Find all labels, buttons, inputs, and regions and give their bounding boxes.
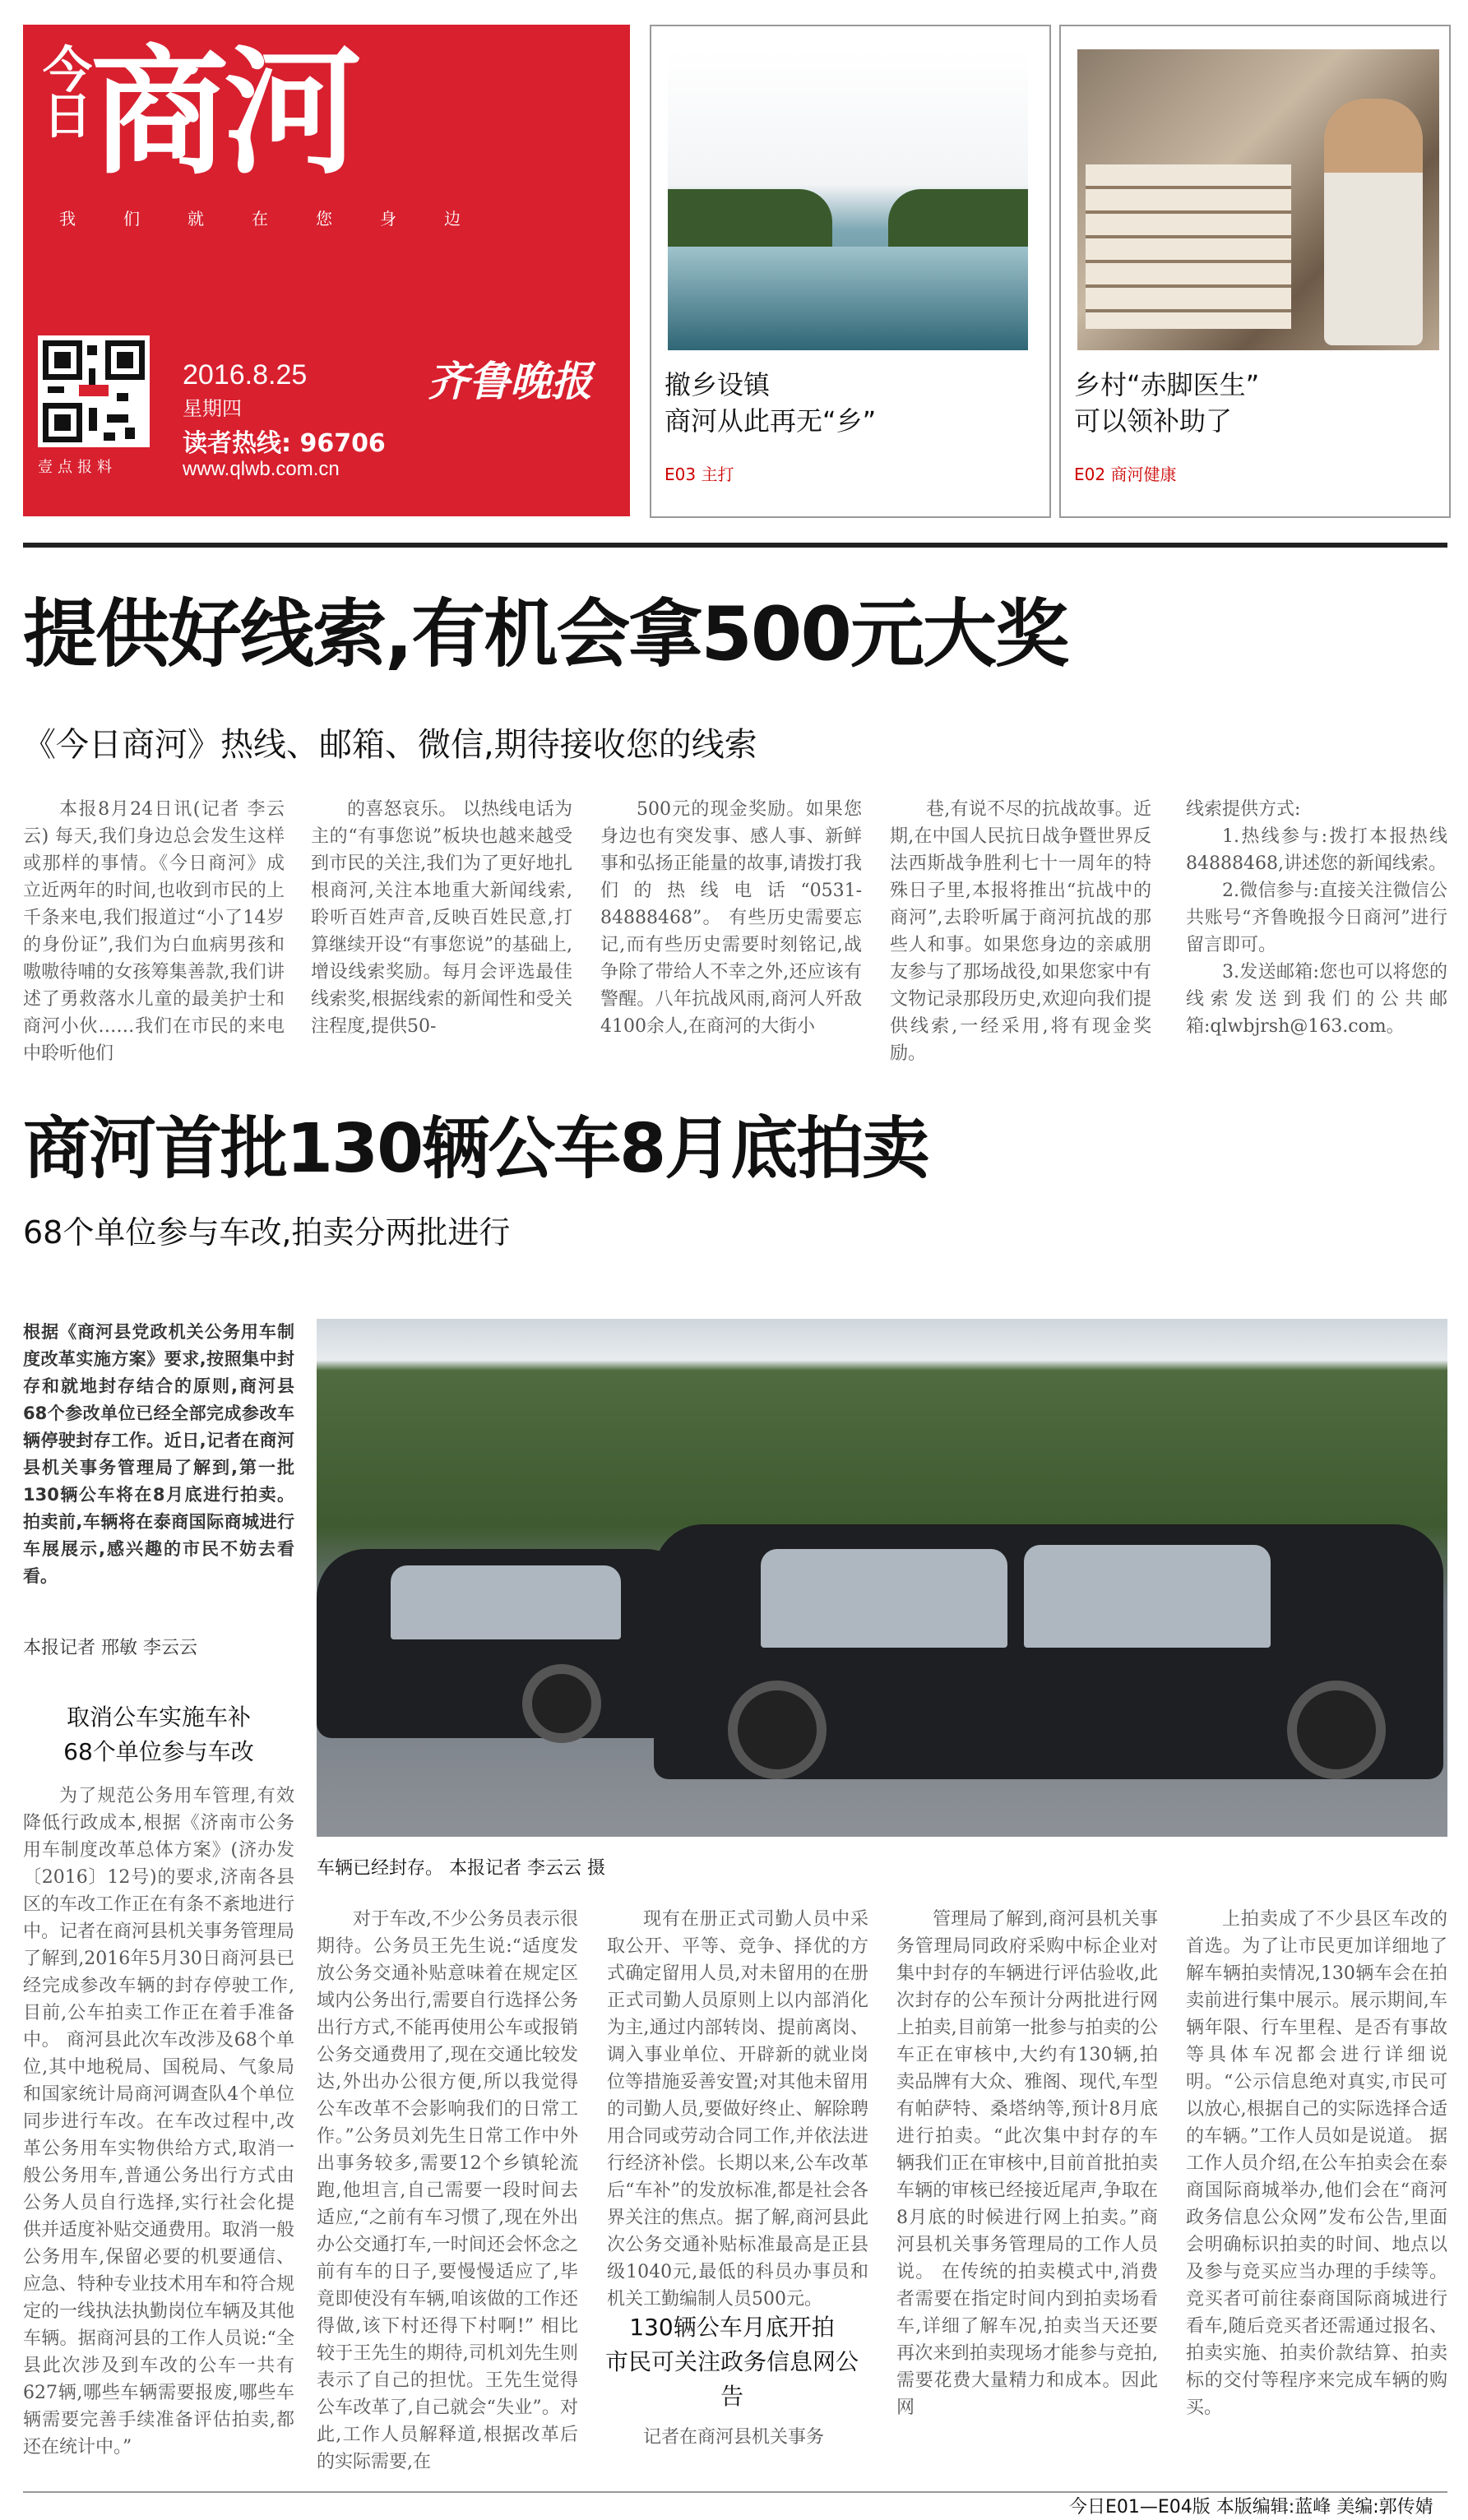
- article2-subhead: 68个单位参与车改,拍卖分两批进行: [23, 1214, 511, 1251]
- article1-col3-text: 500元的现金奖励。如果您身边也有突发事、感人事、新鲜事和弘扬正能量的故事,请拨打我们的热线电话“0531-84888468”。 有些历史需要忘记,而有些历史需要时刻铭记,战争除了带给人不幸之外,还应该有警醒。八年抗战风雨,商河人歼敌4100余人,在商河的大街小: [600, 799, 862, 1037]
- teaser-title-line1: 撤乡设镇: [665, 369, 771, 400]
- car-front-wheel-1: [728, 1681, 827, 1779]
- article1-col2: [311, 796, 572, 1067]
- teaser-page-tag: E03 主打: [665, 465, 734, 484]
- article1-col4: [890, 796, 1151, 1067]
- issue-date: 2016.8.25: [183, 359, 308, 391]
- qr-code-icon: [38, 335, 150, 447]
- qr-label: 壹点报料: [38, 459, 117, 476]
- article2-col-a: [23, 1782, 294, 2481]
- masthead-title: 商河: [90, 32, 357, 193]
- article2-col-c-tail-text: 记者在商河县机关事务: [643, 2427, 825, 2448]
- section-heading-car-reform: 取消公车实施车补 68个单位参与车改: [63, 1704, 254, 1765]
- car-front-window-rear: [1024, 1545, 1271, 1648]
- article1-col5: [1186, 796, 1447, 1067]
- clue-method-email: 3.发送邮箱:您也可以将您的线索发送到我们的公共邮箱:qlwbjrsh@163.com。: [1186, 962, 1447, 1037]
- article2-col-e: [1186, 1906, 1447, 2481]
- article2-intro: 根据《商河县党政机关公务用车制度改革实施方案》要求,按照集中封存和就地封存结合的原则,商河县68个参改单位已经全部完成参改车辆停驶封存工作。近日,记者在商河县机关事务管理局了解到,第一批130辆公车将在8月底进行拍卖。拍卖前,车辆将在泰商国际商城进行车展展示,感兴趣的市民不妨去看看。: [23, 1322, 294, 1586]
- river-photo: [668, 49, 1028, 350]
- teaser-title-line2: 可以领补助了: [1074, 405, 1233, 437]
- clue-method-wechat: 2.微信参与:直接关注微信公共账号“齐鲁晚报今日商河”进行留言即可。: [1186, 881, 1447, 955]
- car-left-wheel: [522, 1664, 601, 1743]
- issue-weekday: 星期四: [183, 397, 242, 420]
- article1-col1: [23, 796, 285, 1067]
- article2-col-c: [607, 1906, 868, 2310]
- section-divider: [23, 543, 1447, 548]
- car-front-window: [761, 1549, 1007, 1648]
- reader-hotline: 读者热线: 96706: [183, 429, 386, 458]
- article2-col-c-tail: [607, 2424, 868, 2481]
- masthead-slogan: 我们就在您身边: [59, 209, 508, 229]
- article2-col-c-text: 现有在册正式司勤人员中采取公开、平等、竞争、择优的方式确定留用人员,对未留用的在册正式司勤人员原则上以内部消化为主,通过内部转岗、提前离岗、调入事业单位、开辟新的就业岗位等措施妥善安置;对其他未留用的司勤人员,要做好终止、解除聘用合同或劳动合同工作,并依法进行经济补偿。长期以来,公车改革后“车补”的发放标准,都是社会各界关注的焦点。据了解,商河县此次公务交通补贴标准最高是正县级1040元,最低的科员办事员和机关工勤编制人员500元。: [607, 1909, 868, 2310]
- article2-col-d: [896, 1906, 1158, 2481]
- doctor-photo: [1077, 49, 1439, 350]
- photo-caption: 车辆已经封存。 本报记者 李云云 摄: [317, 1858, 605, 1879]
- masthead-jinri: 今日: [43, 42, 92, 146]
- car-left-window: [391, 1565, 621, 1639]
- brand-logo: 齐鲁晚报: [428, 357, 592, 405]
- clue-method-hotline: 1.热线参与:拨打本报热线84888468,讲述您的新闻线索。: [1186, 826, 1447, 874]
- teaser-title-line1: 乡村“赤脚医生”: [1074, 369, 1260, 400]
- teaser-river[interactable]: [650, 25, 1051, 518]
- article2-byline: 本报记者 邢敏 李云云: [23, 1638, 197, 1658]
- clue-methods-title: 线索提供方式:: [1186, 799, 1301, 820]
- sealed-cars-photo: [317, 1319, 1447, 1837]
- article2-col-e-text: 上拍卖成了不少县区车改的首选。为了让市民更加详细地了解车辆拍卖情况,130辆车会在拍卖前进行集中展示。展示期间,车辆年限、行车里程、是否有事故等具体车况都会进行详细说明。“公示信息绝对真实,市民可以放心,根据自己的实际选择合适的车辆。”工作人员如是说道。 据工作人员介绍,在公车拍卖会在泰商国际商城举办,他们会在“商河政务信息公众网”发布公告,里面会明确标识拍卖的时间、地点以及参与竞买应当办理的手续等。竞买者可前往泰商国际商城进行看车,随后竞买者还需通过报名、拍卖实施、拍卖价款结算、拍卖标的交付等程序来完成车辆的购买。: [1186, 1909, 1447, 2418]
- medicine-shelf: [1086, 164, 1291, 329]
- article1-subhead: 《今日商河》热线、邮箱、微信,期待接收您的线索: [23, 726, 757, 764]
- section-heading-auction: 130辆公车月底开拍 市民可关注政务信息网公告: [604, 2314, 859, 2410]
- article1-col4-text: 巷,有说不尽的抗战故事。近期,在中国人民抗日战争暨世界反法西斯战争胜利七十一周年的特殊日子里,本报将推出“抗战中的商河”,去聆听属于商河抗战的那些人和事。如果您身边的亲戚朋友参与了那场战役,如果您家中有文物记录那段历史,欢迎向我们提供线索,一经采用,将有现金奖励。: [890, 799, 1151, 1064]
- river-water: [668, 247, 1028, 350]
- car-front-wheel-2: [1287, 1681, 1386, 1779]
- article1-col1-text: 本报8月24日讯(记者 李云云) 每天,我们身边总会发生这样或那样的事情。《今日商河》成立近两年的时间,也收到市民的上千条来电,我们报道过“小了14岁的身份证”,我们为白血病男孩和嗷嗷待哺的女孩筹集善款,我们讲述了勇救落水儿童的最美护士和商河小伙……我们在市民的来电中聆听他们: [23, 799, 285, 1064]
- teaser-doctor[interactable]: [1059, 25, 1451, 518]
- article1-col3: [600, 796, 862, 1067]
- article1-headline: 提供好线索,有机会拿500元大奖: [23, 591, 1068, 677]
- teaser-title-line2: 商河从此再无“乡”: [665, 405, 877, 437]
- article1-col2-text: 的喜怒哀乐。 以热线电话为主的“有事您说”板块也越来越受到市民的关注,我们为了更好地扎根商河,关注本地重大新闻线索,聆听百姓声音,反映百姓民意,打算继续开设“有事您说”的基础上,增设线索奖励。每月会评选最佳线索奖,根据线索的新闻性和受关注程度,提供50-: [311, 799, 572, 1037]
- doctor-figure: [1324, 99, 1423, 345]
- teaser-page-tag: E02 商河健康: [1074, 465, 1177, 484]
- article2-headline: 商河首批130辆公车8月底拍卖: [23, 1110, 928, 1188]
- page-footer: 今日E01—E04版 本版编辑:蓝峰 美编:郭传婧: [1069, 2497, 1433, 2518]
- website-url[interactable]: www.qlwb.com.cn: [183, 458, 340, 480]
- footer-divider: [23, 2491, 1447, 2493]
- article2-col-b: [317, 1906, 578, 2481]
- article2-col-b-text: 对于车改,不少公务员表示很期待。公务员王先生说:“适度发放公务交通补贴意味着在规定区域内公务出行,需要自行选择公务出行方式,不能再使用公车或报销公务交通费用了,现在交通比较发达,外出办公很方便,所以我觉得公车改革不会影响我们的日常工作。”公务员刘先生日常工作中外出事务较多,需要12个乡镇轮流跑,他坦言,自己需要一段时间去适应,“之前有车习惯了,现在外出办公交通打车,一时间还会怀念之前有车的日子,要慢慢适应了,毕竟即使没有车辆,咱该做的工作还得做,该下村还得下村啊!” 相比较于王先生的期待,司机刘先生则表示了自己的担忧。王先生觉得公车改革了,自己就会“失业”。对此,工作人员解释道,根据改革后的实际需要,在: [317, 1909, 578, 2472]
- article2-col-d-text: 管理局了解到,商河县机关事务管理局同政府采购中标企业对集中封存的车辆进行评估验收,此次封存的公车预计分两批进行网上拍卖,目前第一批参与拍卖的公车正在审核中,大约有130辆,拍卖品牌有大众、雅阁、现代,车型有帕萨特、桑塔纳等,预计8月底进行拍卖。“此次集中封存的车辆我们正在审核中,目前首批拍卖车辆的审核已经接近尾声,争取在8月底的时候进行网上拍卖。”商河县机关事务管理局的工作人员说。 在传统的拍卖模式中,消费者需要在指定时间内到拍卖场看车,详细了解车况,拍卖当天还要再次来到拍卖现场才能参与竞拍,需要花费大量精力和成本。因此网: [896, 1909, 1158, 2418]
- article2-col-a-text: 为了规范公务用车管理,有效降低行政成本,根据《济南市公务用车制度改革总体方案》(济办发〔2016〕12号)的要求,济南各县区的车改工作正在有条不紊地进行中。记者在商河县机关事务管理局了解到,2016年5月30日商河县已经完成参改车辆的封存停驶工作,目前,公车拍卖工作正在着手准备中。 商河县此次车改涉及68个单位,其中地税局、国税局、气象局和国家统计局商河调查队4个单位同步进行车改。在车改过程中,改革公务用车实物供给方式,取消一般公务用车,普通公务出行方式由公务人员自行选择,实行社会化提供并适度补贴交通费用。取消一般公务用车,保留必要的机要通信、应急、特种专业技术用车和符合规定的一线执法执勤岗位车辆及其他车辆。据商河县的工作人员说:“全县此次涉及到车改的公车一共有627辆,哪些车辆需要报废,哪些车辆需要完善手续准备评估拍卖,都还在统计中。”: [23, 1786, 295, 2458]
